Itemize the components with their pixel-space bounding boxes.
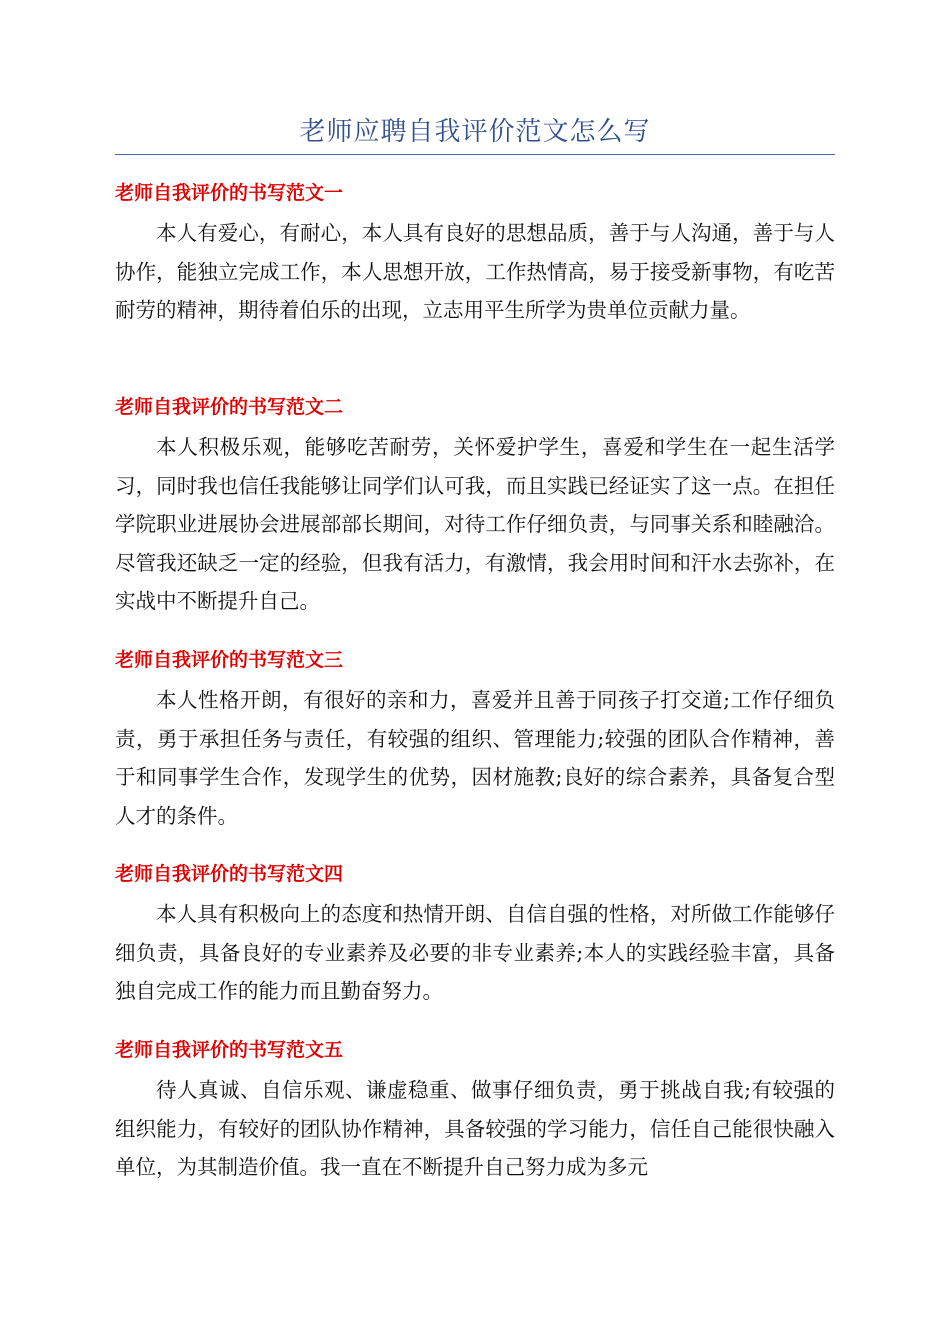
section-body: 待人真诚、自信乐观、谦虚稳重、做事仔细负责，勇于挑战自我;有较强的组织能力，有较好的团队协作精神，具备较强的学习能力，信任自己能很快融入单位，为其制造价值。我一直在不断提升自己努力成为多元 bbox=[115, 1078, 835, 1179]
section-4 bbox=[115, 859, 835, 1011]
section-body: 本人有爱心，有耐心，本人具有良好的思想品质，善于与人沟通，善于与人协作，能独立完成工作，本人思想开放，工作热情高，易于接受新事物，有吃苦耐劳的精神，期待着伯乐的出现，立志用平生所学为贵单位贡献力量。 bbox=[115, 221, 835, 322]
section-1 bbox=[115, 178, 835, 330]
section-body: 本人具有积极向上的态度和热情开朗、自信自强的性格，对所做工作能够仔细负责，具备良好的专业素养及必要的非专业素养;本人的实践经验丰富，具备独自完成工作的能力而且勤奋努力。 bbox=[115, 902, 835, 1003]
section-body: 本人性格开朗，有很好的亲和力，喜爱并且善于同孩子打交道;工作仔细负责，勇于承担任务与责任，有较强的组织、管理能力;较强的团队合作精神，善于和同事学生合作，发现学生的优势，因材施教;良好的综合素养，具备复合型人才的条件。 bbox=[115, 688, 835, 828]
section-heading: 老师自我评价的书写范文三 bbox=[115, 649, 344, 671]
section-heading: 老师自我评价的书写范文五 bbox=[115, 1039, 344, 1061]
section-heading: 老师自我评价的书写范文四 bbox=[115, 863, 344, 885]
title-underline bbox=[115, 154, 835, 155]
section-heading: 老师自我评价的书写范文一 bbox=[115, 182, 344, 204]
section-3 bbox=[115, 645, 835, 835]
section-body: 本人积极乐观，能够吃苦耐劳，关怀爱护学生，喜爱和学生在一起生活学习，同时我也信任我能够让同学们认可我，而且实践已经证实了这一点。在担任学院职业进展协会进展部部长期间，对待工作仔细负责，与同事关系和睦融洽。尽管我还缺乏一定的经验，但我有活力，有激情，我会用时间和汗水去弥补，在实战中不断提升自己。 bbox=[115, 435, 835, 613]
section-heading: 老师自我评价的书写范文二 bbox=[115, 396, 344, 418]
section-5 bbox=[115, 1035, 835, 1187]
document-title: 老师应聘自我评价范文怎么写 bbox=[299, 117, 651, 147]
section-2 bbox=[115, 392, 835, 621]
